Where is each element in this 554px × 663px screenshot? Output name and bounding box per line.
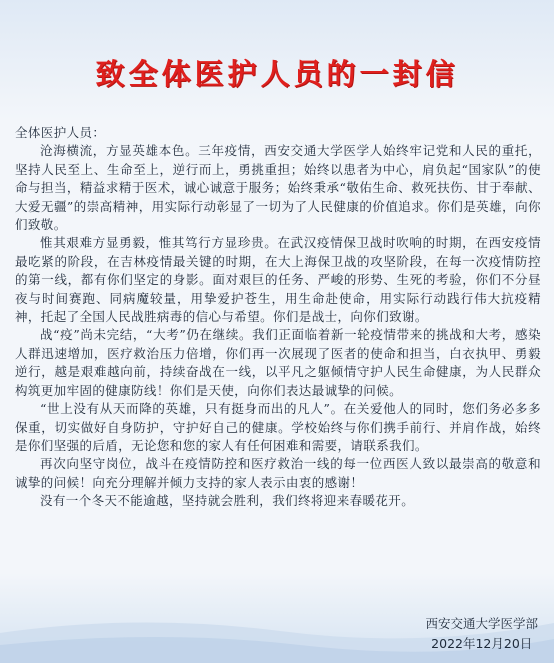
letter-body bbox=[15, 124, 541, 511]
paragraph: “世上没有从天而降的英雄，只有挺身而出的凡人”。在关爱他人的同时，您们务必多多保重，切实做好自身防护，守护好自己的健康。学校始终与你们携手前行、并肩作战，始终是你们坚强的后盾，无论您和您的家人有任何困难和需要，请联系我们。 bbox=[15, 401, 541, 453]
paragraph: 战“疫”尚未完结，“大考”仍在继续。我们正面临着新一轮疫情带来的挑战和大考，感染人群迅速增加，医疗救治压力倍增，你们再一次展现了医者的使命和担当，白衣执甲、勇毅逆行，越是艰难越向前，持续奋战在一线，以平凡之躯倾情守护人民生命健康，为人民群众构筑更加牢固的健康防线！你们是天使，向你们表达最诚挚的问候。 bbox=[15, 327, 541, 398]
paragraph: 没有一个冬天不能逾越，坚持就会胜利，我们终将迎来春暖花开。 bbox=[40, 493, 415, 509]
paragraph: 沧海横流，方显英雄本色。三年疫情，西安交通大学医学人始终牢记党和人民的重托，坚持人民至上、生命至上，逆行而上，勇挑重担；始终以患者为中心，肩负起“国家队”的使命与担当，精益求精于医术，诚心诚意于服务；始终秉承“敬佑生命、救死扶伤、甘于奉献、大爱无疆”的崇高精神，用实际行动彰显了一切为了人民健康的价值追求。你们是英雄，向你们致敬。 bbox=[15, 143, 541, 233]
paragraph: 再次向坚守岗位，战斗在疫情防控和医疗救治一线的每一位西医人致以最崇高的敬意和诚挚的问候！向充分理解并倾力支持的家人表示由衷的感谢！ bbox=[15, 456, 541, 490]
letter-title: 致全体医护人员的一封信 bbox=[95, 57, 459, 91]
salutation: 全体医护人员： bbox=[15, 125, 106, 140]
signature-org: 西安交通大学医学部 bbox=[425, 616, 538, 631]
signature-date: 2022年12月20日 bbox=[431, 636, 533, 651]
paragraph: 惟其艰难方显勇毅，惟其笃行方显珍贵。在武汉疫情保卫战时吹响的时期，在西安疫情最吃紧的阶段，在吉林疫情最关键的时期，在大上海保卫战的攻坚阶段，在每一次疫情防控的第一线，都有你们坚定的身影。面对艰巨的任务、严峻的形势、生死的考验，你们不分昼夜与时间赛跑、同病魔较量，用挚爱护苍生，用生命赴使命，用实际行动践行伟大抗疫精神，托起了全国人民战胜病毒的信心与希望。你们是战士，向你们致谢。 bbox=[15, 235, 541, 325]
signature-block bbox=[425, 614, 538, 654]
